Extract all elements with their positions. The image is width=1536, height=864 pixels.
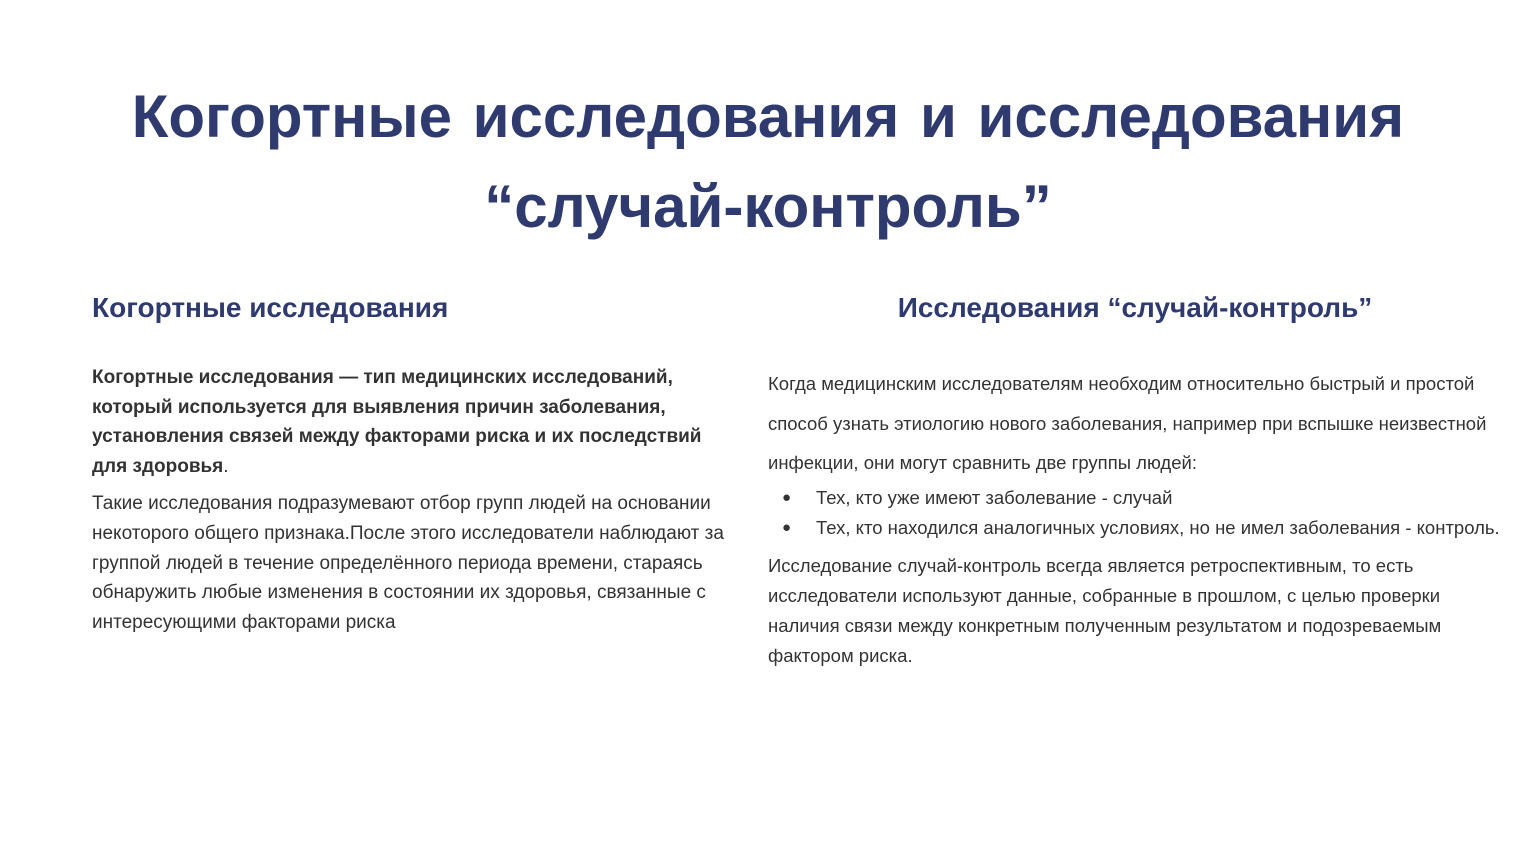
cohort-definition (92, 363, 732, 481)
list-item (768, 513, 1513, 543)
group-list (768, 483, 1513, 543)
slide-title: Когортные исследования и исследования “случай-контроль” (131, 83, 1405, 240)
list-item-text: Тех, кто уже имеют заболевание - случай (816, 486, 1173, 508)
case-control-heading: Исследования “случай-контроль” (897, 292, 1373, 323)
cohort-section (92, 363, 732, 637)
case-control-section (768, 364, 1513, 671)
cohort-description: Такие исследования подразумевают отбор групп людей на основании некоторого общего признака.После этого исследователи наблюдают за группой людей в течение определённого периода времени, стараясь обнаружить любые изменения в состоянии их здоровья, связанные с интересующими факторами риска (92, 493, 724, 633)
list-item-text: Тех, кто находился аналогичных условиях, но не имел заболевания - контроль. (816, 516, 1500, 538)
cohort-heading: Когортные исследования (92, 292, 449, 323)
case-control-intro: Когда медицинским исследователям необходим относительно быстрый и простой способ узнать этиологию нового заболевания, например при вспышке неизвестной инфекции, они могут сравнить две группы людей: (768, 373, 1487, 473)
case-control-conclusion: Исследование случай-контроль всегда является ретроспективным, то есть исследователи используют данные, собранные в прошлом, с целью проверки наличия связи между конкретным полученным результатом и подозреваемым фактором риска. (768, 554, 1442, 666)
bullet-dot-icon: ● (782, 518, 792, 536)
cohort-definition-text: Когортные исследования — тип медицинских исследований, который используется для выявления причин заболевания, установления связей между факторами риска и их последствий для здоровья (92, 367, 702, 477)
list-item (768, 483, 1513, 513)
cohort-definition-end: . (223, 455, 229, 477)
bullet-dot-icon: ● (782, 488, 792, 506)
